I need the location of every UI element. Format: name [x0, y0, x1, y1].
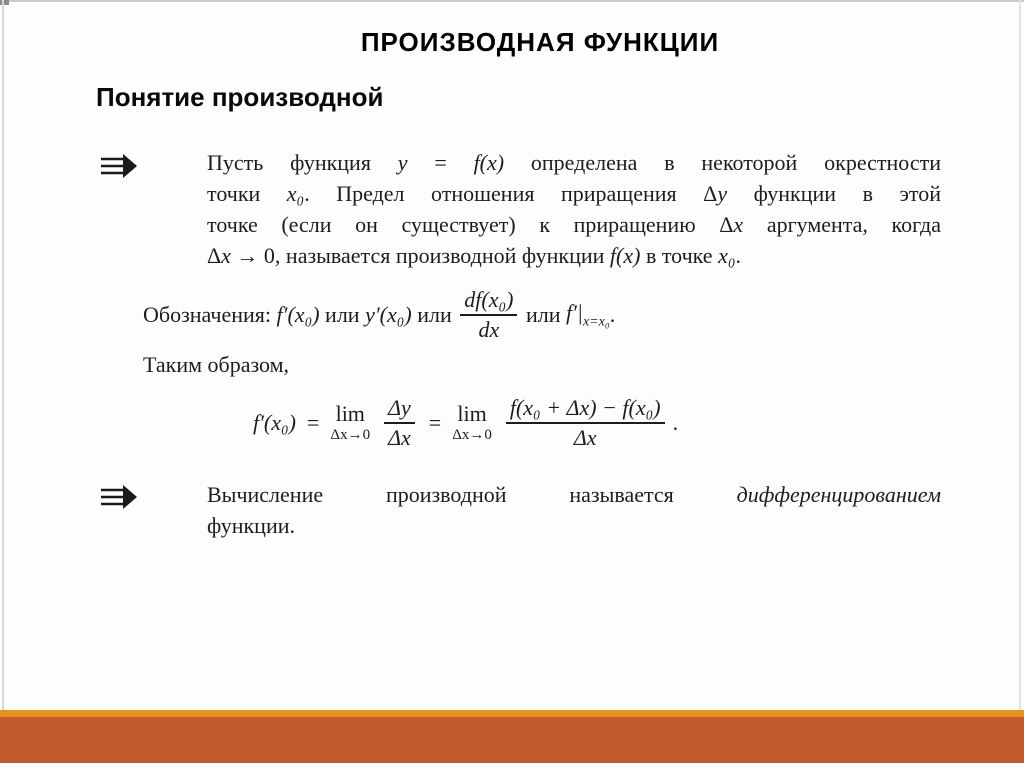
- formula-equals-1: =: [307, 410, 320, 435]
- slide-border-left: [2, 0, 4, 712]
- notation-or-1: или: [319, 302, 366, 327]
- notation-differential-fraction: [460, 287, 517, 344]
- slide-border-right: [1019, 0, 1021, 712]
- fraction-numerator: f(x₀ + Δx) − f(x₀): [506, 395, 665, 424]
- conclusion-paragraph: [207, 479, 941, 541]
- definition-paragraph: [207, 147, 941, 271]
- slide-title: ПРОИЗВОДНАЯ ФУНКЦИИ: [360, 27, 720, 57]
- fraction-denominator: Δx: [573, 425, 597, 450]
- notation-label: Обозначения:: [143, 302, 277, 327]
- delta-ratio-fraction: [384, 395, 415, 452]
- conclusion-line-2: функции.: [207, 513, 295, 538]
- definition-line-1: Пусть функция y = f(x) определена в некоторой окрестности: [207, 150, 941, 175]
- definition-line-4: Δx → 0, называется производной функции f(x) в точке x₀.: [207, 243, 741, 268]
- triple-arrow-right-icon: [99, 152, 139, 180]
- bottom-accent-stripe: [0, 710, 1024, 717]
- fraction-numerator: Δy: [384, 395, 415, 424]
- formula-period: .: [672, 410, 679, 435]
- formula-lhs: f′(x₀): [253, 410, 296, 435]
- conclusion-line-1: Вычисление производной называется дифференцированием: [207, 482, 941, 507]
- notation-or-2: или: [411, 302, 458, 327]
- definition-line-3: точке (если он существует) к приращению Δx аргумента, когда: [207, 212, 941, 237]
- notation-eval-subscript: x=x₀: [582, 314, 610, 330]
- lim-subscript: Δx→0: [452, 427, 492, 443]
- notation-y-prime: y′(x₀): [365, 302, 412, 327]
- triple-arrow-right-icon: [99, 483, 139, 511]
- limit-block-1: [330, 403, 370, 443]
- notation-period: .: [609, 302, 616, 327]
- slide-border-top: [0, 0, 1024, 2]
- thus-label: Таким образом,: [143, 352, 290, 377]
- derivative-limit-formula: [253, 390, 678, 456]
- formula-equals-2: =: [428, 410, 442, 435]
- difference-quotient-fraction: [506, 395, 665, 452]
- notation-f-bar: f′|: [565, 299, 583, 325]
- bottom-accent-band: [0, 717, 1024, 763]
- lim-word: lim: [457, 401, 487, 426]
- fraction-denominator: dx: [478, 317, 500, 342]
- definition-line-2: точки x₀. Предел отношения приращения Δy функции в этой: [207, 181, 941, 206]
- notation-line: [143, 287, 615, 343]
- fraction-numerator: df(x₀): [460, 287, 517, 316]
- limit-block-2: [452, 403, 492, 443]
- fraction-denominator: Δx: [388, 425, 411, 450]
- lim-word: lim: [335, 401, 365, 426]
- notation-evaluated-at: [566, 300, 610, 330]
- notation-f-prime: f′(x₀): [276, 302, 320, 327]
- section-heading: Понятие производной: [96, 82, 384, 112]
- notation-or-3: или: [520, 302, 566, 327]
- lim-subscript: Δx→0: [330, 427, 371, 443]
